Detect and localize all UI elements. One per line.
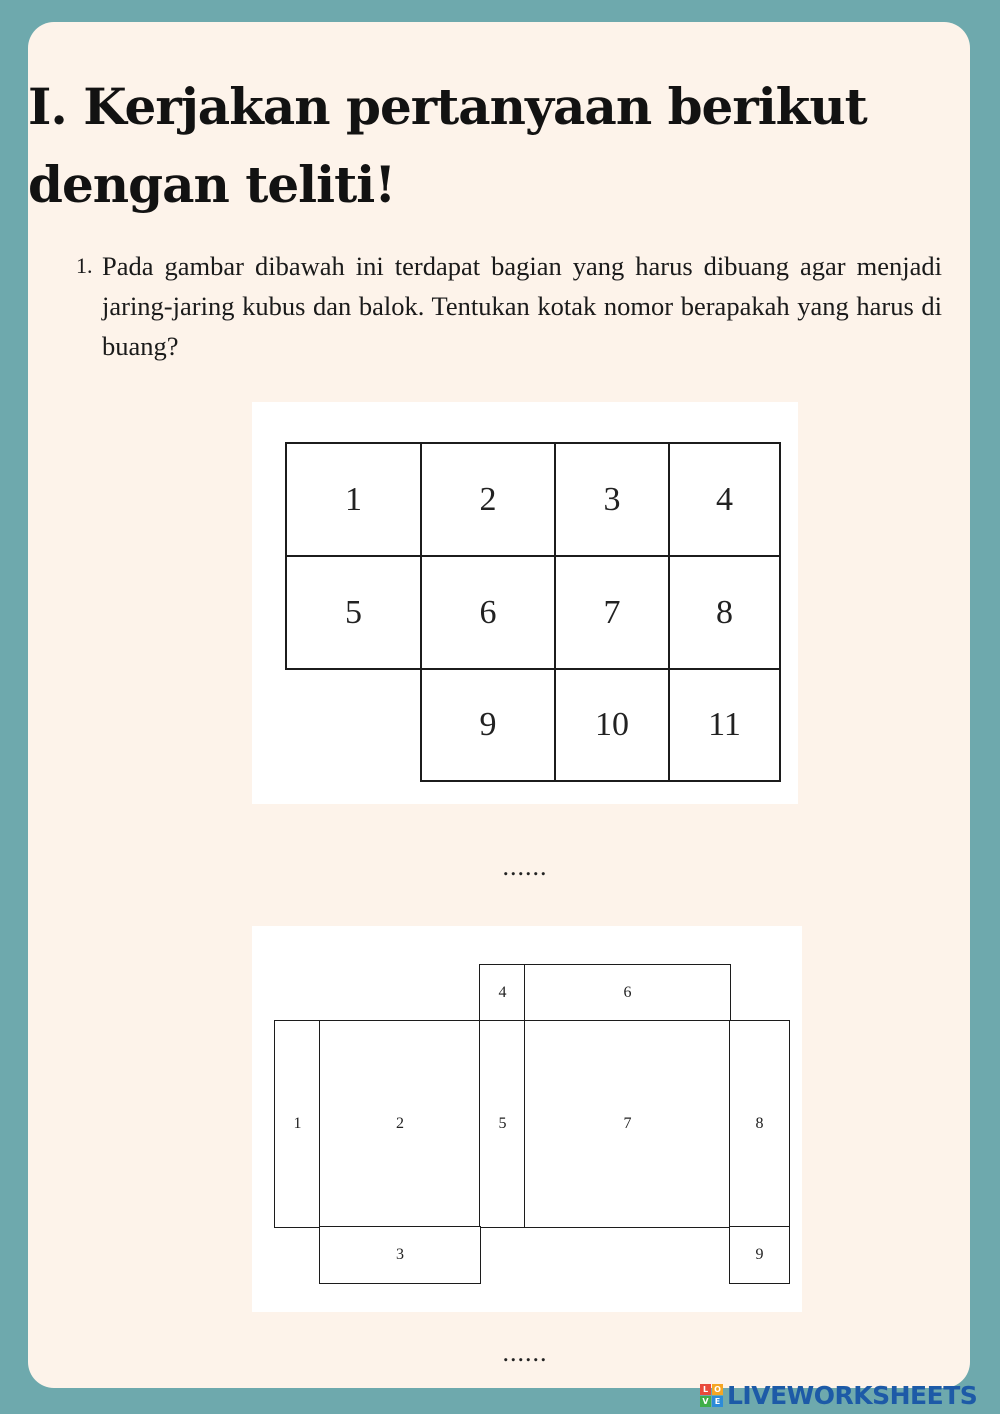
section-title: I. Kerjakan pertanyaan berikut dengan teliti! bbox=[28, 77, 867, 214]
net2-cell-4: 4 bbox=[479, 964, 526, 1022]
question-text: Pada gambar dibawah ini terdapat bagian yang harus dibuang agar menjadi jaring-jaring kubus dan balok. Tentukan kotak nomor berapakah yang harus di buang? bbox=[102, 251, 942, 361]
net2-cell-5: 5 bbox=[479, 1020, 526, 1228]
liveworksheets-brand[interactable] bbox=[700, 1378, 977, 1412]
answer-blank-1[interactable]: ...... bbox=[502, 852, 548, 881]
net1-cell-3: 3 bbox=[554, 442, 670, 557]
net2-cell-8: 8 bbox=[729, 1020, 790, 1228]
net1-cell-7: 7 bbox=[554, 555, 670, 670]
net2-cell-1: 1 bbox=[274, 1020, 321, 1228]
net1-cell-5: 5 bbox=[285, 555, 422, 670]
liveworksheets-logo-icon: L O V E bbox=[700, 1384, 723, 1407]
net1-cell-10: 10 bbox=[554, 668, 670, 782]
brand-name: LIVEWORKSHEETS bbox=[727, 1380, 978, 1410]
answer-blank-2[interactable]: ...... bbox=[502, 1338, 548, 1367]
net1-cell-6: 6 bbox=[420, 555, 556, 670]
net1-cell-2: 2 bbox=[420, 442, 556, 557]
net-figure-1 bbox=[252, 402, 798, 804]
net1-cell-8: 8 bbox=[668, 555, 781, 670]
net1-cell-4: 4 bbox=[668, 442, 781, 557]
net2-cell-7: 7 bbox=[524, 1020, 731, 1228]
net2-cell-2: 2 bbox=[319, 1020, 481, 1228]
question-number: 1. bbox=[76, 253, 93, 278]
net1-cell-11: 11 bbox=[668, 668, 781, 782]
net2-cell-9: 9 bbox=[729, 1226, 790, 1284]
net1-cell-9: 9 bbox=[420, 668, 556, 782]
net2-cell-3: 3 bbox=[319, 1226, 481, 1284]
net1-cell-1: 1 bbox=[285, 442, 422, 557]
question-1 bbox=[76, 246, 942, 366]
net-figure-2 bbox=[252, 926, 802, 1312]
net2-cell-6: 6 bbox=[524, 964, 731, 1022]
